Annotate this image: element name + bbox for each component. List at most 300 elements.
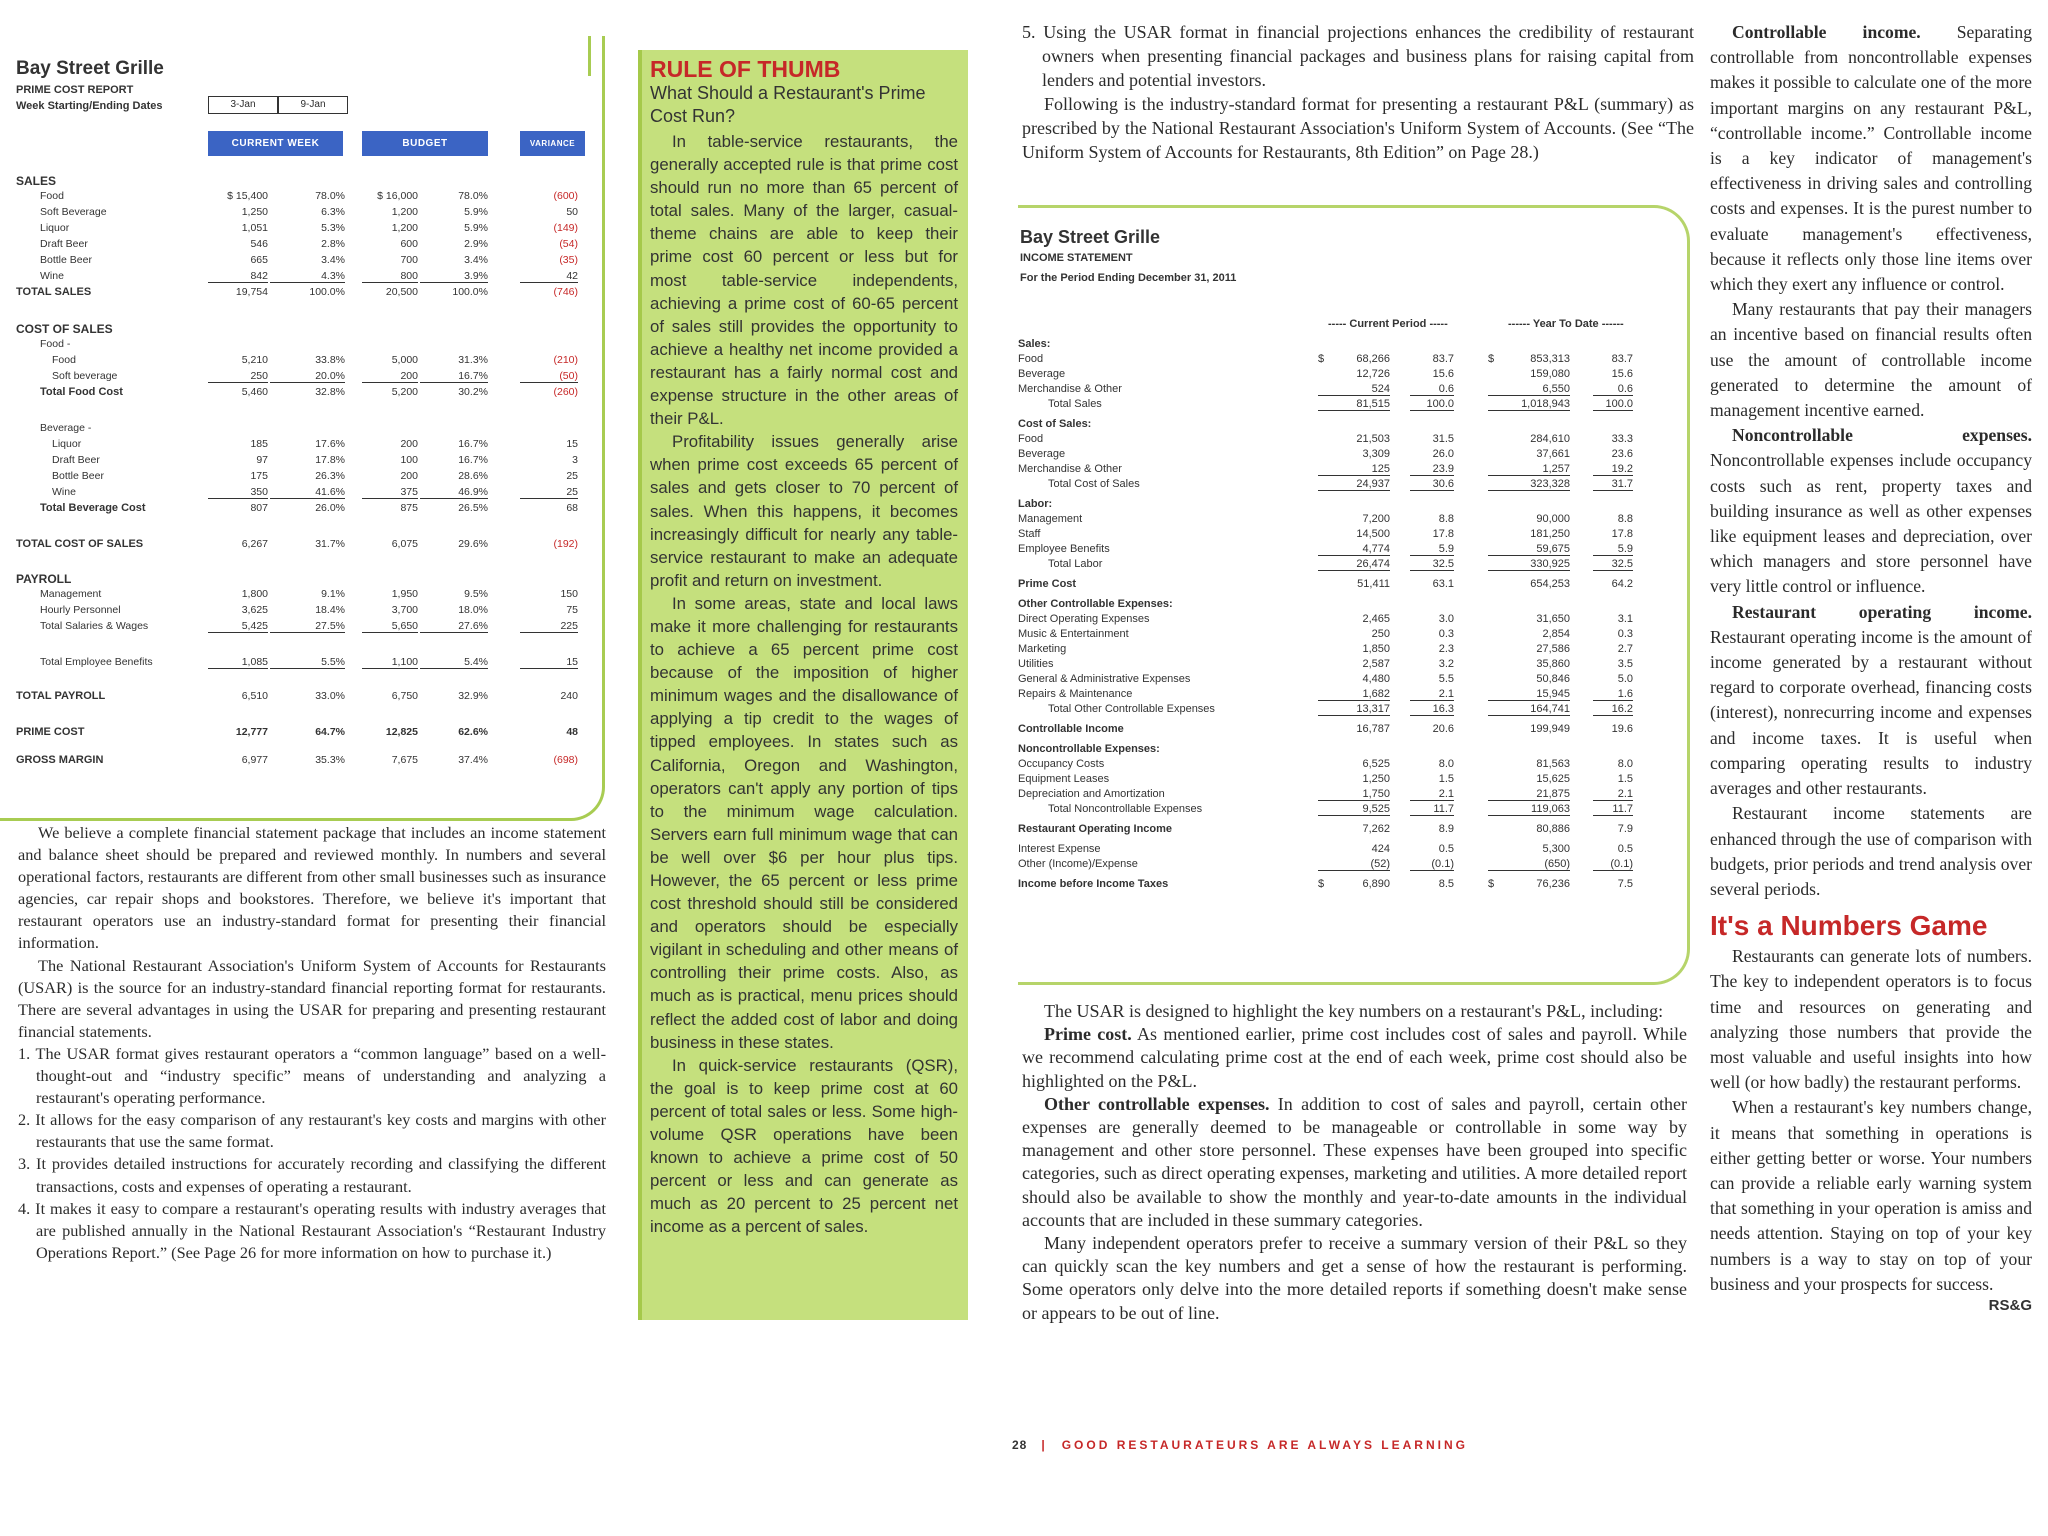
- cell-c4: 2.9%: [464, 238, 488, 250]
- cell-c1: 185: [250, 438, 268, 450]
- cell-c3: 800: [362, 270, 418, 283]
- cell-c5: (54): [559, 238, 578, 250]
- cell-cp: 30.6: [1410, 478, 1454, 491]
- row-label: SALES: [16, 174, 57, 188]
- cell-c4: 27.6%: [420, 620, 488, 633]
- row-label: Total Other Controllable Expenses: [1048, 703, 1215, 715]
- table-row: [1018, 463, 1678, 478]
- cell-c4: 46.9%: [420, 486, 488, 499]
- date-start: 3-Jan: [208, 96, 278, 114]
- cell-yp: 16.2: [1593, 703, 1633, 716]
- cell-yp: 11.7: [1593, 803, 1633, 816]
- signoff: RS&G: [1988, 1296, 2032, 1314]
- table-row: [1018, 643, 1678, 658]
- cell-c2: 5.5%: [270, 656, 345, 669]
- cell-cp: 63.1: [1432, 578, 1454, 590]
- cell-c4: 9.5%: [464, 588, 488, 600]
- cell-c1: 97: [256, 454, 268, 466]
- cell-cp: 8.0: [1438, 758, 1454, 770]
- statement-period: For the Period Ending December 31, 2011: [1020, 272, 1237, 284]
- table-row: [1018, 723, 1678, 738]
- table-row: [0, 572, 600, 588]
- row-label: Liquor: [40, 222, 70, 234]
- cell-ytd: 6,550: [1488, 383, 1570, 396]
- row-label: Merchandise & Other: [1018, 463, 1122, 475]
- cell-c4: 5.9%: [464, 206, 488, 218]
- row-label: Equipment Leases: [1018, 773, 1110, 785]
- cell-c2: 78.0%: [315, 190, 345, 202]
- cell-c5: 3: [572, 454, 578, 466]
- table-row: [0, 322, 600, 338]
- table-row: [0, 726, 600, 742]
- cell-c2: 9.1%: [321, 588, 345, 600]
- row-label: Staff: [1018, 528, 1041, 540]
- cell-c5: 42: [520, 270, 578, 283]
- list-item: 5. Using the USAR format in financial projections enhances the credibility of restaurant owners when presenting financial packages and business plans for raising capital from lenders and potential investors.: [1022, 22, 1694, 91]
- cell-c5: 225: [520, 620, 578, 633]
- row-label: TOTAL SALES: [16, 286, 92, 298]
- cell-cur: 68,266: [1356, 353, 1390, 365]
- cell-ytd: 199,949: [1530, 723, 1570, 735]
- cell-yp: 2.1: [1593, 788, 1633, 801]
- cell-ytd: 323,328: [1488, 478, 1570, 491]
- cell-c5: (149): [553, 222, 578, 234]
- cell-cp: 26.0: [1432, 448, 1454, 460]
- cell-c3: 12,825: [385, 726, 418, 738]
- cell-c5: 50: [566, 206, 578, 218]
- cell-c3: 100: [400, 454, 418, 466]
- cell-cp: 2.3: [1438, 643, 1454, 655]
- cell-ytd: 654,253: [1530, 578, 1570, 590]
- cell-ytd: 1,257: [1488, 463, 1570, 476]
- table-row: [0, 754, 600, 770]
- cell-cp: 23.9: [1410, 463, 1454, 476]
- cell-cp: 11.7: [1410, 803, 1454, 816]
- table-row: [1018, 598, 1678, 613]
- sidebar-body: [650, 130, 958, 1239]
- cell-yp: 33.3: [1611, 433, 1633, 445]
- cell-c1: 546: [250, 238, 268, 250]
- currency-symbol: $: [1488, 878, 1495, 890]
- cell-c3: 1,200: [391, 206, 418, 218]
- row-label: Labor:: [1018, 498, 1053, 510]
- cell-cur: 51,411: [1357, 578, 1390, 590]
- cell-c1: 250: [208, 370, 268, 383]
- cell-c2: 100.0%: [309, 286, 345, 298]
- row-label: PAYROLL: [16, 572, 72, 586]
- cell-yp: 5.0: [1617, 673, 1633, 685]
- paragraph: The National Restaurant Association's Uniform System of Accounts for Restaurants (USAR) is the source for an industry-standard financial reporting format for restaurants. There are several advantages in using the USAR for preparing and presenting restaurant financial statements.: [18, 955, 606, 1041]
- cell-yp: 32.5: [1593, 558, 1633, 571]
- cell-yp: 23.6: [1611, 448, 1633, 460]
- table-row: [1018, 418, 1678, 433]
- table-row: [0, 422, 600, 438]
- cell-yp: 15.6: [1611, 368, 1633, 380]
- income-statement: [1018, 205, 1688, 980]
- row-label: Bottle Beer: [40, 254, 92, 266]
- row-label: Other (Income)/Expense: [1018, 858, 1138, 870]
- paragraph-text: When a restaurant's key numbers change, it means that something in operations is either getting better or worse. Your numbers can provide a reliable early warning system that something in your operation is amiss and needs attention. Staying on top of your key numbers is a way to stay on top of your business and your prospects for success.: [1710, 1097, 2032, 1294]
- list-item: 1. The USAR format gives restaurant operators a “common language” based on a well-thought-out and “industry specific” means of understanding and analyzing a restaurant's operating performance.: [18, 1043, 606, 1108]
- cell-cur: 250: [1371, 628, 1390, 640]
- cell-ytd: 35,860: [1536, 658, 1570, 670]
- cell-yp: 17.8: [1611, 528, 1633, 540]
- cell-yp: 7.9: [1617, 823, 1633, 835]
- cell-c3: 7,675: [391, 754, 418, 766]
- table-row: [1018, 513, 1678, 528]
- cell-c3: 200: [362, 370, 418, 383]
- cell-cur: 4,480: [1362, 673, 1390, 685]
- cell-c5: (210): [553, 354, 578, 366]
- cell-cp: 2.1: [1410, 788, 1454, 801]
- row-label: Wine: [40, 270, 64, 282]
- cell-c5: 15: [520, 656, 578, 669]
- cell-ytd: 2,854: [1542, 628, 1570, 640]
- cell-cur: 6,890: [1362, 878, 1390, 890]
- cell-c4: 18.0%: [458, 604, 488, 616]
- cell-c4: 31.3%: [458, 354, 488, 366]
- cell-c3: 875: [400, 502, 418, 514]
- cell-c2: 6.3%: [321, 206, 345, 218]
- cell-c2: 20.0%: [270, 370, 345, 383]
- cell-c3: 600: [400, 238, 418, 250]
- cell-c5: 15: [566, 438, 578, 450]
- cell-yp: (0.1): [1593, 858, 1633, 871]
- cell-yp: 64.2: [1611, 578, 1633, 590]
- row-label: General & Administrative Expenses: [1018, 673, 1191, 685]
- row-label: Beverage -: [40, 422, 92, 434]
- cell-ytd: (650): [1488, 858, 1570, 871]
- cell-c4: 28.6%: [458, 470, 488, 482]
- cell-cp: 32.5: [1410, 558, 1454, 571]
- cell-cur: 1,682: [1318, 688, 1390, 701]
- cell-ytd: 90,000: [1536, 513, 1570, 525]
- cell-c3: 200: [400, 438, 418, 450]
- cell-ytd: 21,875: [1488, 788, 1570, 801]
- row-label: Food -: [40, 338, 71, 350]
- cell-yp: 0.3: [1617, 628, 1633, 640]
- cell-cur: 1,850: [1362, 643, 1390, 655]
- row-label: Food: [1018, 353, 1044, 365]
- table-row: [1018, 843, 1678, 858]
- cell-cur: 16,787: [1356, 723, 1390, 735]
- table-row: [1018, 858, 1678, 873]
- cell-c3: 1,950: [391, 588, 418, 600]
- paragraph-text: Noncontrollable expenses include occupancy costs such as rent, property taxes and building insurance as well as other expenses like equipment leases and depreciation, over which managers and store personnel have very little control or influence.: [1710, 450, 2032, 597]
- cell-ytd: 5,300: [1542, 843, 1570, 855]
- table-row: [1018, 628, 1678, 643]
- row-label: Noncontrollable Expenses:: [1018, 743, 1160, 755]
- table-row: [1018, 578, 1678, 593]
- prime-cost-report: [0, 50, 605, 810]
- row-label: COST OF SALES: [16, 322, 113, 336]
- cell-ytd: 80,886: [1536, 823, 1570, 835]
- table-row: [1018, 773, 1678, 788]
- list-item: 4. It makes it easy to compare a restaurant's operating results with industry averages that are published annually in the National Restaurant Association's “Restaurant Industry Operations Report.” (See Page 26 for more information on how to purchase it.): [18, 1198, 606, 1262]
- cell-c2: 4.3%: [270, 270, 345, 283]
- cell-c4: 32.9%: [458, 690, 488, 702]
- current-period-heading: ----- Current Period -----: [1328, 318, 1448, 330]
- col-budget: BUDGET: [362, 131, 488, 156]
- currency-symbol: $: [1318, 878, 1325, 890]
- cell-cp: 3.2: [1438, 658, 1454, 670]
- cell-c4: 3.4%: [464, 254, 488, 266]
- cell-c1: 6,510: [241, 690, 268, 702]
- cell-c4: 5.9%: [464, 222, 488, 234]
- paragraph: In some areas, state and local laws make it more challenging for restaurants to achieve a 65 percent prime cost because of the imposition of higher minimum wages and the disallowance of applying a tip credit to the wages of tipped employees. In states such as California, Oregon and Washington, operators can't apply any portion of tips to the minimum wage calculation. Servers earn full minimum wage that can be well over $6 per hour plus tips. However, the 65 percent or less prime cost threshold should still be considered and operators should be especially vigilant in scheduling and other means of controlling their prime costs. Also, as much as is practical, menu prices should reflect the added cost of labor and doing business in these states.: [650, 593, 958, 1052]
- cell-ytd: 31,650: [1536, 613, 1570, 625]
- cell-c1: 1,800: [241, 588, 268, 600]
- cell-cp: 15.6: [1432, 368, 1454, 380]
- footer-text: GOOD RESTAURATEURS ARE ALWAYS LEARNING: [1061, 1438, 1468, 1452]
- cell-c2: 3.4%: [321, 254, 345, 266]
- cell-c4: 16.7%: [420, 370, 488, 383]
- report-title: PRIME COST REPORT: [16, 84, 134, 96]
- cell-cur: 12,726: [1356, 368, 1390, 380]
- row-label: Wine: [52, 486, 76, 498]
- cell-c5: (35): [559, 254, 578, 266]
- cell-ytd: 853,313: [1530, 353, 1570, 365]
- cell-c1: 19,754: [235, 286, 268, 298]
- row-label: Soft Beverage: [40, 206, 107, 218]
- table-row: [1018, 688, 1678, 703]
- cell-c3: 1,100: [362, 656, 418, 669]
- cell-c3: 5,650: [362, 620, 418, 633]
- table-row: [1018, 448, 1678, 463]
- cell-cp: 5.9: [1410, 543, 1454, 556]
- row-label: Income before Income Taxes: [1018, 878, 1169, 890]
- cell-ytd: 15,625: [1536, 773, 1570, 785]
- cell-c4: 5.4%: [420, 656, 488, 669]
- table-row: [1018, 658, 1678, 673]
- paragraph: [1710, 1095, 2032, 1314]
- cell-c3: 1,200: [391, 222, 418, 234]
- footer-separator: |: [1041, 1438, 1048, 1452]
- paragraph: Following is the industry-standard format for presenting a restaurant P&L (summary) as prescribed by the National Restaurant Association's Uniform System of Accounts. (See “The Uniform System of Accounts for Restaurants, 8th Edition” on Page 28.): [1022, 94, 1694, 163]
- cell-c2: 17.6%: [315, 438, 345, 450]
- cell-cp: 0.5: [1438, 843, 1454, 855]
- table-row: [1018, 478, 1678, 493]
- cell-c5: 25: [566, 470, 578, 482]
- cell-c1: 350: [208, 486, 268, 499]
- cell-c3: 6,075: [391, 538, 418, 550]
- table-row: [0, 238, 600, 254]
- cell-c4: 29.6%: [458, 538, 488, 550]
- cell-cp: 5.5: [1438, 673, 1454, 685]
- cell-yp: 31.7: [1593, 478, 1633, 491]
- cell-cp: 0.6: [1410, 383, 1454, 396]
- cell-cur: (52): [1318, 858, 1390, 871]
- table-row: [1018, 338, 1678, 353]
- cell-cur: 24,937: [1318, 478, 1390, 491]
- cell-c1: 5,460: [241, 386, 268, 398]
- rule-of-thumb-sidebar: [638, 50, 968, 1320]
- row-label: Repairs & Maintenance: [1018, 688, 1133, 700]
- left-body-text: [18, 822, 606, 1264]
- row-label: Food: [52, 354, 76, 366]
- cell-c1: 1,250: [241, 206, 268, 218]
- cell-c1: 5,425: [208, 620, 268, 633]
- paragraph: [1710, 20, 2032, 297]
- cell-cp: 17.8: [1432, 528, 1454, 540]
- cell-ytd: 119,063: [1488, 803, 1570, 816]
- row-label: TOTAL COST OF SALES: [16, 538, 144, 550]
- cell-yp: 8.8: [1617, 513, 1633, 525]
- row-label: Restaurant Operating Income: [1018, 823, 1173, 835]
- cell-c1: 3,625: [241, 604, 268, 616]
- row-label: Total Noncontrollable Expenses: [1048, 803, 1203, 815]
- cell-cp: 0.3: [1438, 628, 1454, 640]
- table-row: [0, 286, 600, 302]
- row-label: Occupancy Costs: [1018, 758, 1105, 770]
- cell-ytd: 284,610: [1530, 433, 1570, 445]
- row-label: Total Cost of Sales: [1048, 478, 1140, 490]
- table-row: [1018, 383, 1678, 398]
- cell-c2: 33.0%: [315, 690, 345, 702]
- cell-yp: 8.0: [1617, 758, 1633, 770]
- table-row: [0, 620, 600, 636]
- cell-c2: 18.4%: [315, 604, 345, 616]
- row-label: TOTAL PAYROLL: [16, 690, 106, 702]
- right-middle-text: [1022, 1000, 1687, 1325]
- cell-c5: (192): [553, 538, 578, 550]
- table-row: [0, 588, 600, 604]
- cell-c3: 6,750: [391, 690, 418, 702]
- cell-cur: 4,774: [1318, 543, 1390, 556]
- cell-c5: (698): [553, 754, 578, 766]
- cell-yp: 19.6: [1611, 723, 1633, 735]
- table-row: [0, 470, 600, 486]
- cell-c3: $ 16,000: [377, 190, 418, 202]
- sidebar-title: RULE OF THUMB: [650, 56, 841, 82]
- cell-c5: (746): [553, 286, 578, 298]
- cell-cur: 6,525: [1362, 758, 1390, 770]
- cell-c5: 25: [520, 486, 578, 499]
- row-label: Direct Operating Expenses: [1018, 613, 1150, 625]
- cell-cp: 2.1: [1410, 688, 1454, 701]
- cell-ytd: 50,846: [1536, 673, 1570, 685]
- row-label: Food: [1018, 433, 1044, 445]
- cell-yp: 100.0: [1593, 398, 1633, 411]
- cell-ytd: 37,661: [1536, 448, 1570, 460]
- cell-ytd: 15,945: [1488, 688, 1570, 701]
- paragraph: [1710, 600, 2032, 802]
- table-row: [0, 354, 600, 370]
- cell-cur: 26,474: [1318, 558, 1390, 571]
- advantages-list: [18, 1043, 606, 1264]
- cell-c2: 41.6%: [270, 486, 345, 499]
- cell-cur: 3,309: [1362, 448, 1390, 460]
- sidebar-subtitle: What Should a Restaurant's Prime Cost Run?: [650, 83, 926, 126]
- table-row: [0, 538, 600, 554]
- cell-c5: 48: [566, 726, 578, 738]
- report-subtitle: Week Starting/Ending Dates: [16, 100, 163, 112]
- paragraph-text: In addition to cost of sales and payroll, certain other expenses are generally deemed to be manageable or controllable in some way by management and other store personnel. These expenses have been grouped into specific categories, such as direct operating expenses, marketing and utilities. A more detailed report should also be available to show the monthly and year-to-date amounts in the individual accounts that are included in these summary categories.: [1022, 1093, 1687, 1230]
- cell-c5: (600): [553, 190, 578, 202]
- table-row: [0, 690, 600, 706]
- cell-cur: 21,503: [1356, 433, 1390, 445]
- cell-c1: $ 15,400: [227, 190, 268, 202]
- list-item: 3. It provides detailed instructions for accurately recording and classifying the different transactions, costs and expenses of operating a restaurant.: [18, 1154, 606, 1196]
- left-page: [0, 0, 1000, 1536]
- row-label: Hourly Personnel: [40, 604, 121, 616]
- table-row: [1018, 758, 1678, 773]
- cell-cur: 7,200: [1362, 513, 1390, 525]
- cell-c1: 807: [250, 502, 268, 514]
- page-footer: [1012, 1438, 1468, 1452]
- date-end: 9-Jan: [278, 96, 348, 114]
- table-row: [0, 206, 600, 222]
- cell-c4: 3.9%: [420, 270, 488, 283]
- cell-c1: 6,267: [241, 538, 268, 550]
- row-label: Management: [1018, 513, 1083, 525]
- cell-cp: 20.6: [1432, 723, 1454, 735]
- right-column-text: [1710, 20, 2032, 1314]
- cell-cur: 81,515: [1318, 398, 1390, 411]
- row-label: Controllable Income: [1018, 723, 1124, 735]
- row-label: PRIME COST: [16, 726, 85, 738]
- row-label: Liquor: [52, 438, 82, 450]
- table-row: [1018, 498, 1678, 513]
- row-label: GROSS MARGIN: [16, 754, 104, 766]
- cell-yp: 83.7: [1611, 353, 1633, 365]
- cell-cp: 83.7: [1432, 353, 1454, 365]
- paragraph: [1710, 423, 2032, 599]
- cell-yp: 7.5: [1617, 878, 1633, 890]
- row-label: Marketing: [1018, 643, 1067, 655]
- cell-c1: 5,210: [241, 354, 268, 366]
- cell-c4: 37.4%: [458, 754, 488, 766]
- cell-c1: 665: [250, 254, 268, 266]
- paragraph-text: As mentioned earlier, prime cost includes cost of sales and payroll. While we recommend calculating prime cost at the end of each week, prime cost should also be highlighted on the P&L.: [1022, 1024, 1687, 1091]
- cell-c3: 200: [400, 470, 418, 482]
- cell-ytd: 59,675: [1488, 543, 1570, 556]
- cell-yp: 1.6: [1593, 688, 1633, 701]
- year-to-date-heading: ------ Year To Date ------: [1508, 318, 1624, 330]
- row-label: Total Food Cost: [40, 386, 123, 398]
- table-row: [0, 604, 600, 620]
- cell-cp: 8.8: [1438, 513, 1454, 525]
- cell-cp: 31.5: [1432, 433, 1454, 445]
- table-row: [1018, 803, 1678, 818]
- cell-c4: 30.2%: [458, 386, 488, 398]
- cell-ytd: 330,925: [1488, 558, 1570, 571]
- table-row: [1018, 368, 1678, 383]
- row-label: Bottle Beer: [52, 470, 104, 482]
- table-row: [0, 502, 600, 518]
- cell-cur: 2,465: [1362, 613, 1390, 625]
- run-in-heading: Other controllable expenses.: [1044, 1093, 1270, 1114]
- run-in-heading: Prime cost.: [1044, 1024, 1132, 1045]
- row-label: Management: [40, 588, 102, 600]
- cell-cp: 16.3: [1410, 703, 1454, 716]
- paragraph: [1022, 1093, 1687, 1232]
- table-row: [1018, 823, 1678, 838]
- cell-c2: 5.3%: [321, 222, 345, 234]
- cell-c5: 240: [560, 690, 578, 702]
- cell-cur: 1,750: [1318, 788, 1390, 801]
- table-row: [1018, 353, 1678, 368]
- paragraph: In table-service restaurants, the generally accepted rule is that prime cost should run no more than 65 percent of total sales. Many of the larger, casual-theme chains are able to keep their prime cost 60 percent or less but for most table-service independents, achieving a prime cost of 60-65 percent of sales still provides the opportunity to achieve a healthy net income provided a restaurant has a fairly normal cost and expense structure in the other areas of their P&L.: [650, 132, 958, 429]
- table-row: [1018, 673, 1678, 688]
- paragraph: In quick-service restaurants (QSR), the goal is to keep prime cost at 60 percent of total sales or less. Some high-volume QSR operations have been known to achieve a prime cost of 50 percent or less and can generate as much as 20 percent to 25 percent net income as a percent of sales.: [650, 1055, 958, 1237]
- report-border-top: [588, 36, 591, 76]
- col-current-week: CURRENT WEEK: [208, 131, 343, 156]
- cell-ytd: 181,250: [1530, 528, 1570, 540]
- cell-yp: 3.1: [1617, 613, 1633, 625]
- row-label: Beverage: [1018, 368, 1066, 380]
- currency-symbol: $: [1488, 353, 1495, 365]
